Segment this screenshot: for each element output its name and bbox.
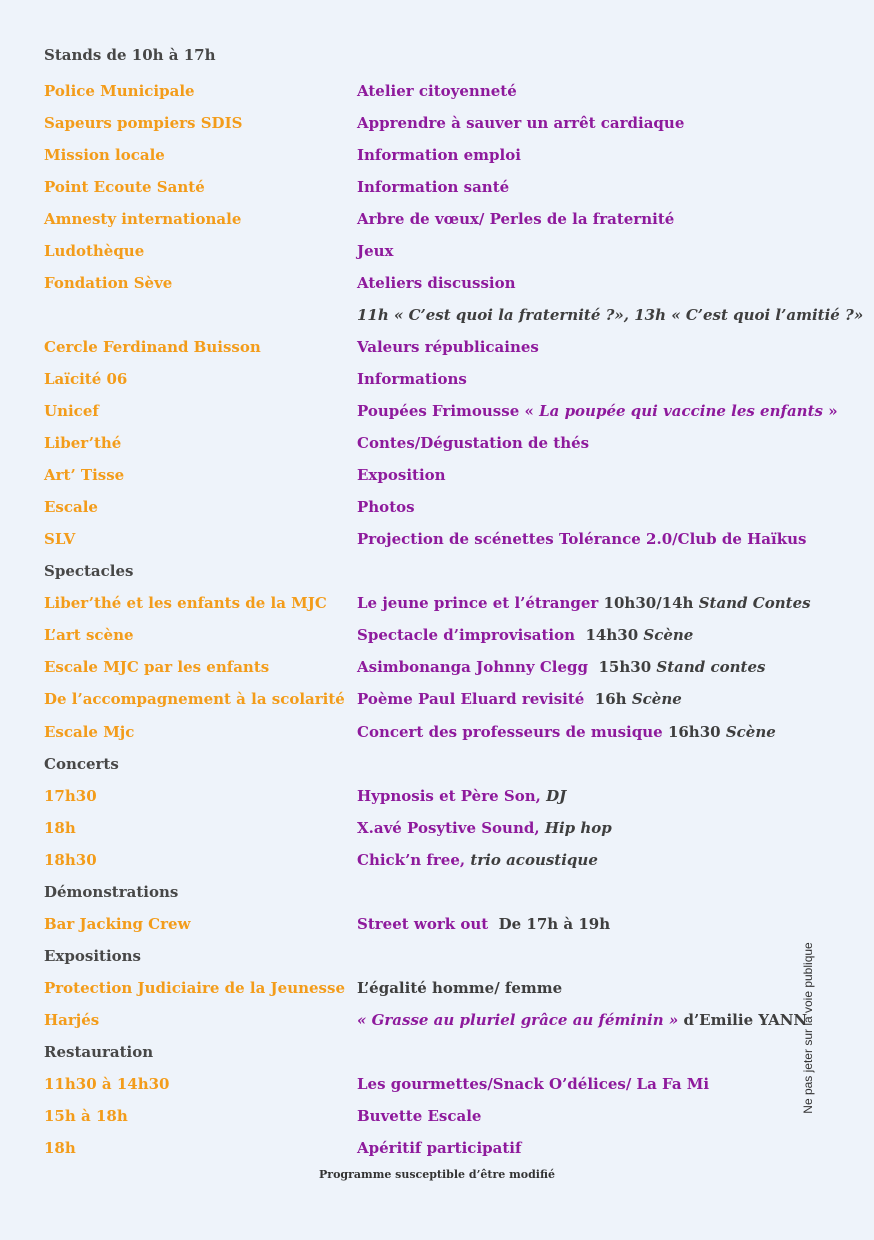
stand-row: [44, 528, 834, 550]
stand-activity: Contes/Dégustation de thés: [357, 434, 590, 452]
spectacle-time: 16h: [594, 690, 627, 708]
stand-activity: Information santé: [357, 178, 510, 196]
food-vendor: Buvette Escale: [357, 1107, 482, 1125]
exposition-details: [357, 1009, 807, 1031]
concert-time: 18h30: [44, 851, 97, 869]
stand-name: Escale: [44, 498, 98, 516]
spectacle-title: Concert des professeurs de musique: [357, 723, 663, 741]
demonstration-time: De 17h à 19h: [498, 915, 611, 933]
stand-activity: Ateliers discussion: [357, 274, 516, 292]
stand-row: [44, 176, 834, 198]
stand-name: Sapeurs pompiers SDIS: [44, 114, 243, 132]
section-heading-restauration: [44, 1041, 834, 1063]
exposition-organizer: Harjés: [44, 1011, 100, 1029]
food-time: 15h à 18h: [44, 1107, 128, 1125]
performer: L’art scène: [44, 626, 134, 644]
food-row: [44, 1073, 834, 1095]
stand-name: Cercle Ferdinand Buisson: [44, 338, 261, 356]
section-title: Concerts: [44, 755, 119, 773]
spectacle-row: [44, 688, 834, 710]
section-title: Spectacles: [44, 562, 134, 580]
stand-row: [44, 144, 834, 166]
concert-details: [357, 849, 598, 871]
stand-row: [44, 464, 834, 486]
stand-name: Point Ecoute Santé: [44, 178, 205, 196]
spectacle-time: 15h30: [598, 658, 652, 676]
spectacle-row: [44, 721, 834, 743]
section-heading-demonstrations: [44, 881, 834, 903]
concert-style: trio acoustique: [470, 851, 598, 869]
stand-activity: Information emploi: [357, 146, 521, 164]
spectacle-time: 14h30: [585, 626, 639, 644]
stand-row: [44, 432, 834, 454]
exposition-title: « Grasse au pluriel grâce au féminin »: [357, 1011, 679, 1029]
performer: Liber’thé et les enfants de la MJC: [44, 594, 327, 612]
stand-row: [44, 304, 864, 326]
stand-name: Liber’thé: [44, 434, 122, 452]
exposition-row: [44, 977, 834, 999]
concert-time: 17h30: [44, 787, 97, 805]
food-time: 18h: [44, 1139, 76, 1157]
exposition-author: d’Emilie YANN: [683, 1011, 808, 1029]
spectacle-place: Scène: [725, 723, 776, 741]
stand-name: Mission locale: [44, 146, 165, 164]
footer-note: Programme susceptible d’être modifié: [319, 1168, 555, 1181]
stand-activity: Arbre de vœux/ Perles de la fraternité: [357, 210, 675, 228]
stand-activity: Exposition: [357, 466, 446, 484]
stand-activity: Jeux: [357, 242, 394, 260]
food-vendor: Apéritif participatif: [357, 1139, 522, 1157]
section-heading-expositions: [44, 945, 834, 967]
stand-row: [44, 80, 834, 102]
demonstration-details: [357, 913, 610, 935]
stand-name: Unicef: [44, 402, 99, 420]
stand-row: [44, 272, 834, 294]
spectacle-place: Scène: [643, 626, 694, 644]
spectacle-row: [44, 656, 834, 678]
concert-details: [357, 785, 566, 807]
stand-activity: Informations: [357, 370, 467, 388]
concert-artist: X.avé Posytive Sound,: [357, 819, 540, 837]
stand-schedule: 11h « C’est quoi la fraternité ?», 13h « C’est quoi l’amitié ?»: [357, 306, 864, 324]
spectacle-row: [44, 624, 834, 646]
food-row: [44, 1105, 834, 1127]
spectacle-title: Asimbonanga Johnny Clegg: [357, 658, 589, 676]
stand-name: Art’ Tisse: [44, 466, 125, 484]
stand-activity: [357, 400, 838, 422]
stand-row: [44, 400, 838, 422]
food-row: [44, 1137, 834, 1159]
spectacle-details: [357, 656, 765, 678]
stand-row: [44, 208, 834, 230]
spectacle-title: Poème Paul Eluard revisité: [357, 690, 585, 708]
concert-row: [44, 849, 834, 871]
stand-row: [44, 496, 834, 518]
activity-title: La poupée qui vaccine les enfants: [539, 402, 823, 420]
spectacle-title: Le jeune prince et l’étranger: [357, 594, 599, 612]
concert-time: 18h: [44, 819, 76, 837]
demonstration-group: Bar Jacking Crew: [44, 915, 191, 933]
spectacle-title: Spectacle d’improvisation: [357, 626, 576, 644]
concert-style: DJ: [546, 787, 567, 805]
section-title: Expositions: [44, 947, 141, 965]
stand-name: Amnesty internationale: [44, 210, 242, 228]
stand-activity: Photos: [357, 498, 415, 516]
spectacle-details: [357, 624, 693, 646]
exposition-title: L’égalité homme/ femme: [357, 979, 563, 997]
performer: De l’accompagnement à la scolarité: [44, 690, 345, 708]
spectacle-details: [357, 721, 776, 743]
section-heading-stands: [44, 44, 834, 66]
stand-name: SLV: [44, 530, 76, 548]
spectacle-time: 10h30/14h: [603, 594, 694, 612]
concert-row: [44, 817, 834, 839]
concert-style: Hip hop: [544, 819, 612, 837]
exposition-organizer: Protection Judiciaire de la Jeunesse: [44, 979, 345, 997]
stand-row: [44, 240, 834, 262]
spectacle-details: [357, 688, 682, 710]
stand-activity: Valeurs républicaines: [357, 338, 539, 356]
concert-details: [357, 817, 612, 839]
stand-row: [44, 112, 834, 134]
stand-activity: Apprendre à sauver un arrêt cardiaque: [357, 114, 685, 132]
stand-activity: Atelier citoyenneté: [357, 82, 517, 100]
side-note: Ne pas jeter sur la voie publique: [801, 942, 815, 1114]
performer: Escale Mjc: [44, 723, 135, 741]
spectacle-place: Stand Contes: [698, 594, 811, 612]
spectacle-place: Scène: [631, 690, 682, 708]
activity-text-end: »: [828, 402, 838, 420]
stand-name: Police Municipale: [44, 82, 195, 100]
food-time: 11h30 à 14h30: [44, 1075, 170, 1093]
stand-activity: Projection de scénettes Tolérance 2.0/Club de Haïkus: [357, 530, 807, 548]
spectacle-time: 16h30: [667, 723, 721, 741]
stand-name: Laïcité 06: [44, 370, 128, 388]
demonstration-row: [44, 913, 834, 935]
exposition-row: [44, 1009, 834, 1031]
spectacle-details: [357, 592, 811, 614]
concert-row: [44, 785, 834, 807]
concert-artist: Hypnosis et Père Son,: [357, 787, 541, 805]
section-heading-spectacles: [44, 560, 834, 582]
stand-row: [44, 336, 834, 358]
section-title: Stands de 10h à 17h: [44, 46, 216, 64]
concert-artist: Chick’n free,: [357, 851, 466, 869]
stand-row: [44, 368, 834, 390]
section-title: Démonstrations: [44, 883, 179, 901]
demonstration-title: Street work out: [357, 915, 489, 933]
spectacle-place: Stand contes: [656, 658, 766, 676]
spectacle-row: [44, 592, 834, 614]
activity-text: Poupées Frimousse «: [357, 402, 534, 420]
section-title: Restauration: [44, 1043, 154, 1061]
performer: Escale MJC par les enfants: [44, 658, 270, 676]
stand-name: Ludothèque: [44, 242, 145, 260]
section-heading-concerts: [44, 753, 834, 775]
food-vendor: Les gourmettes/Snack O’délices/ La Fa Mi: [357, 1075, 710, 1093]
stand-name: Fondation Sève: [44, 274, 173, 292]
